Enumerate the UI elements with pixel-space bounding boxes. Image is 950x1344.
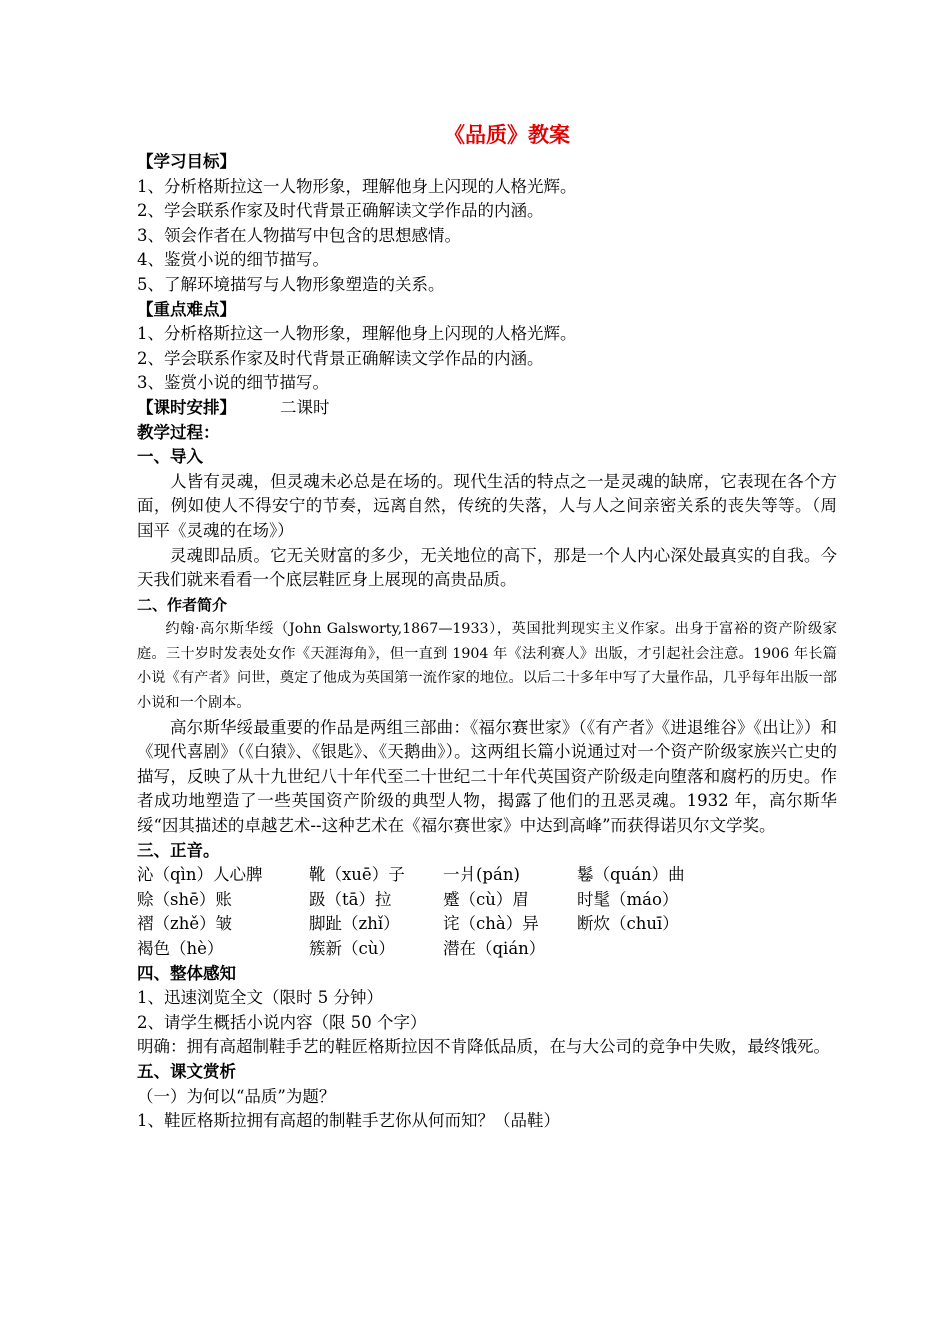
intro-paragraph: 灵魂即品质。它无关财富的多少，无关地位的高下，那是一个人内心深处最真实的自我。今天我们就来看看一个底层鞋匠身上展现的高贵品质。 [137,545,837,590]
schedule-value: 二课时 [280,397,330,417]
overall-answer: 明确：拥有高超制鞋手艺的鞋匠格斯拉因不肯降低品质，在与大公司的竞争中失败，最终饿死。 [137,1037,830,1057]
overall-item: 2、请学生概括小说内容（限 50 个字） [137,1012,427,1032]
pronunciation-cell: 靴（xuē）子 [309,865,405,885]
pronunciation-cell: 断炊（chuī） [577,914,679,934]
keypoint-item: 3、鉴赏小说的细节描写。 [137,373,329,393]
pronunciation-cell: 一爿(pán) [443,865,520,885]
pronunciation-cell [577,937,727,962]
objectives-heading: 【学习目标】 [137,152,236,171]
pronunciation-cell: 鬈（quán）曲 [577,865,685,885]
objective-item: 1、分析格斯拉这一人物形象，理解他身上闪现的人格光辉。 [137,176,577,196]
pronunciation-cell: 沁（qìn）人心脾 [137,865,263,885]
author-paragraph: 约翰·高尔斯华绥（John Galsworty,1867—1933），英国批判现实主义作家。出身于富裕的资产阶级家庭。三十岁时发表处女作《天涯海角》，但一直到 1904 年《法利赛人》出版，才引起社会注意。1906 年长篇小说《有产者》问世，奠定了他成为英国第一流作家的地位。以后二十多年中写了大量作品，几乎每年出版一部小说和一个剧本。 [137,621,837,712]
author-heading: 二、作者简介 [137,595,228,614]
intro-heading: 一、导入 [137,447,203,467]
analysis-heading: 五、课文赏析 [137,1061,236,1081]
overall-heading: 四、整体感知 [137,963,236,983]
keypoints-heading: 【重点难点】 [137,299,236,319]
overall-item: 1、迅速浏览全文（限时 5 分钟） [137,988,383,1008]
pronunciation-cell: 赊（shē）账 [137,889,232,909]
pronunciation-cell: 潜在（qián） [443,939,546,958]
keypoint-item: 2、学会联系作家及时代背景正确解读文学作品的内涵。 [137,348,544,368]
pronunciation-cell: 诧（chà）异 [443,914,539,934]
pronunciation-cell: 蹙（cù）眉 [443,889,529,909]
pronunciation-table [137,863,837,961]
process-heading: 教学过程： [137,422,220,442]
schedule-heading: 【课时安排】 [137,397,236,417]
author-paragraph: 高尔斯华绥最重要的作品是两组三部曲：《福尔赛世家》（《有产者》《进退维谷》《出让》）和《现代喜剧》（《白猿》、《银匙》、《天鹅曲》）。这两组长篇小说通过对一个资产阶级家族兴亡史的描写，反映了从十九世纪八十年代至二十世纪二十年代英国资产阶级走向堕落和腐朽的历史。作者成功地塑造了一些英国资产阶级的典型人物，揭露了他们的丑恶灵魂。1932 年，高尔斯华绥“因其描述的卓越艺术--这种艺术在《福尔赛世家》中达到高峰”而获得诺贝尔文学奖。 [137,717,837,836]
objective-item: 4、鉴赏小说的细节描写。 [137,250,329,270]
pronunciation-heading: 三、正音。 [137,840,220,860]
analysis-question: 1、鞋匠格斯拉拥有高超的制鞋手艺你从何而知？（品鞋） [137,1111,560,1131]
intro-paragraph: 人皆有灵魂，但灵魂未必总是在场的。现代生活的特点之一是灵魂的缺席，它表现在各个方面，例如使人不得安宁的节奏，远离自然，传统的失落，人与人之间亲密关系的丧失等等。（周国平《灵魂的在场》） [137,471,837,540]
schedule-row [137,396,837,421]
document-page [137,120,837,1134]
pronunciation-cell: 簇新（cù） [309,939,395,958]
pronunciation-cell: 脚趾（zhǐ） [309,914,400,934]
document-title: 《品质》教案 [444,122,570,147]
pronunciation-cell: 褐色（hè） [137,939,224,958]
objective-item: 3、领会作者在人物描写中包含的思想感情。 [137,225,461,245]
objective-item: 2、学会联系作家及时代背景正确解读文学作品的内涵。 [137,201,544,221]
pronunciation-cell: 褶（zhě）皱 [137,914,233,934]
analysis-subheading: （一）为何以“品质”为题？ [137,1086,336,1106]
pronunciation-cell: 趿（tā）拉 [309,889,392,909]
objective-item: 5、了解环境描写与人物形象塑造的关系。 [137,274,445,294]
keypoint-item: 1、分析格斯拉这一人物形象，理解他身上闪现的人格光辉。 [137,324,577,344]
pronunciation-cell: 时髦（máo） [577,889,679,909]
